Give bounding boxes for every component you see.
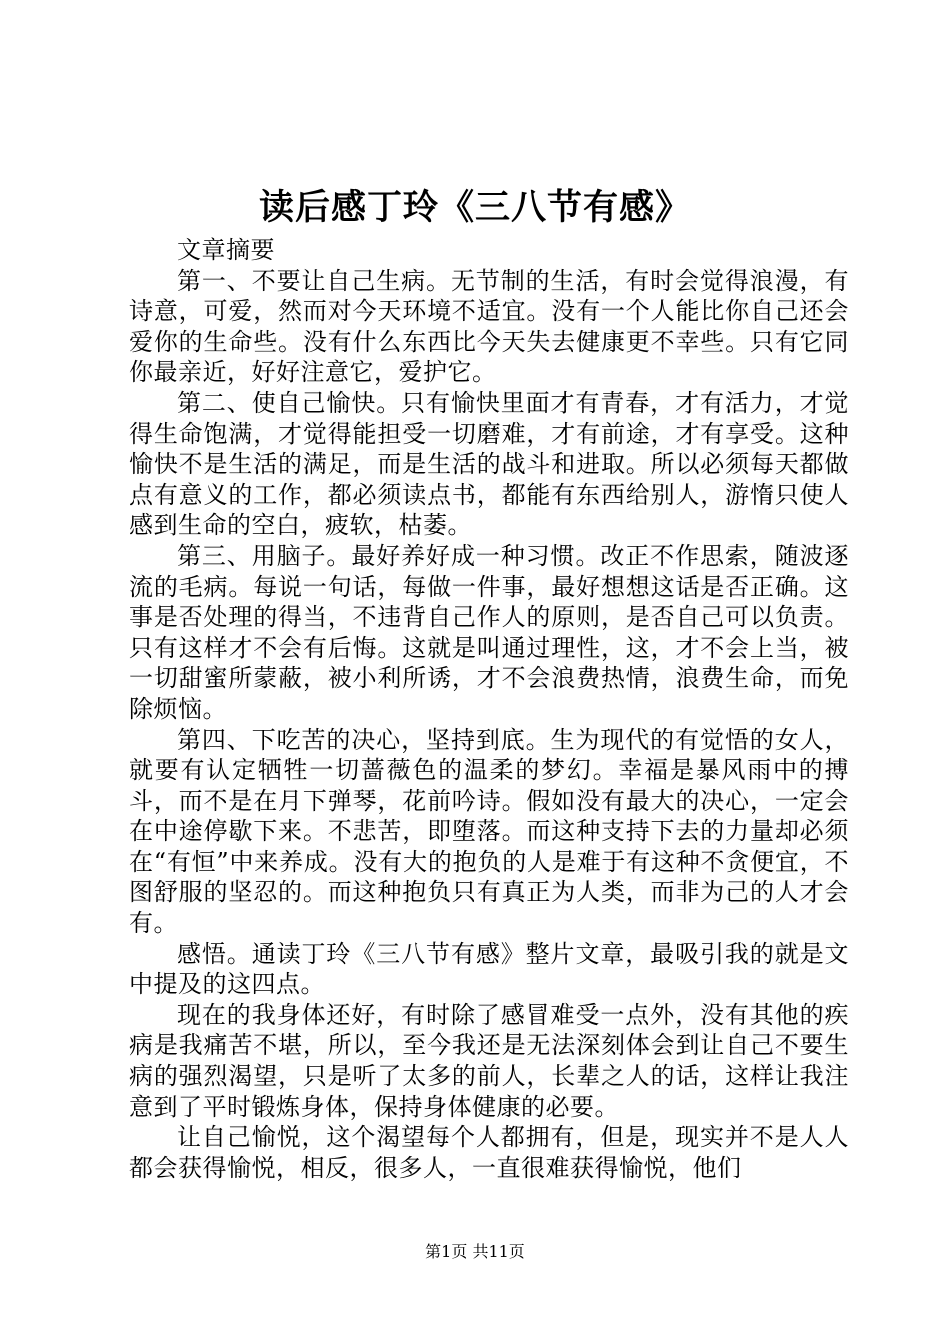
paragraph: 第一、不要让自己生病。无节制的生活，有时会觉得浪漫，有诗意，可爱，然而对今天环境不适宜。没有一个人能比你自己还会爱你的生命些。没有什么东西比今天失去健康更不幸些。只有它同你最亲近，好好注意它，爱护它。 (129, 266, 849, 387)
paragraph: 感悟。通读丁玲《三八节有感》整片文章，最吸引我的就是文中提及的这四点。 (129, 939, 849, 999)
paragraph: 现在的我身体还好，有时除了感冒难受一点外，没有其他的疾病是我痛苦不堪，所以，至今我还是无法深刻体会到让自己不要生病的强烈渴望，只是听了太多的前人，长辈之人的话，这样让我注意到了平时锻炼身体，保持身体健康的必要。 (129, 1000, 849, 1121)
paragraph: 第四、下吃苦的决心，坚持到底。生为现代的有觉悟的女人，就要有认定牺牲一切蔷薇色的温柔的梦幻。幸福是暴风雨中的搏斗，而不是在月下弹琴，花前吟诗。假如没有最大的决心，一定会在中途停歇下来。不悲苦，即堕落。而这种支持下去的力量却必须在“有恒”中来养成。没有大的抱负的人是难于有这种不贪便宜，不图舒服的坚忍的。而这种抱负只有真正为人类，而非为己的人才会有。 (129, 725, 849, 938)
paragraph: 让自己愉悦，这个渴望每个人都拥有，但是，现实并不是人人都会获得愉悦，相反，很多人，一直很难获得愉悦，他们 (129, 1123, 849, 1182)
paragraph: 第二、使自己愉快。只有愉快里面才有青春，才有活力，才觉得生命饱满，才觉得能担受一切磨难，才有前途，才有享受。这种愉快不是生活的满足，而是生活的战斗和进取。所以必须每天都做点有意义的工作，都必须读点书，都能有东西给别人，游惰只使人感到生命的空白，疲软，枯萎。 (129, 388, 849, 540)
page-title: 读后感丁玲《三八节有感》 (258, 188, 691, 228)
paragraph-abstract-heading: 文章摘要 (177, 236, 275, 264)
page-number-footer: 第1页 共11页 (425, 1242, 525, 1261)
document-body (129, 235, 849, 1183)
paragraph: 第三、用脑子。最好养好成一种习惯。改正不作思索，随波逐流的毛病。每说一句话，每做一件事，最好想想这话是否正确。这事是否处理的得当，不违背自己作人的原则，是否自己可以负责。只有这样才不会有后悔。这就是叫通过理性，这，才不会上当，被一切甜蜜所蒙蔽，被小利所诱，才不会浪费热情，浪费生命，而免除烦恼。 (129, 541, 849, 723)
